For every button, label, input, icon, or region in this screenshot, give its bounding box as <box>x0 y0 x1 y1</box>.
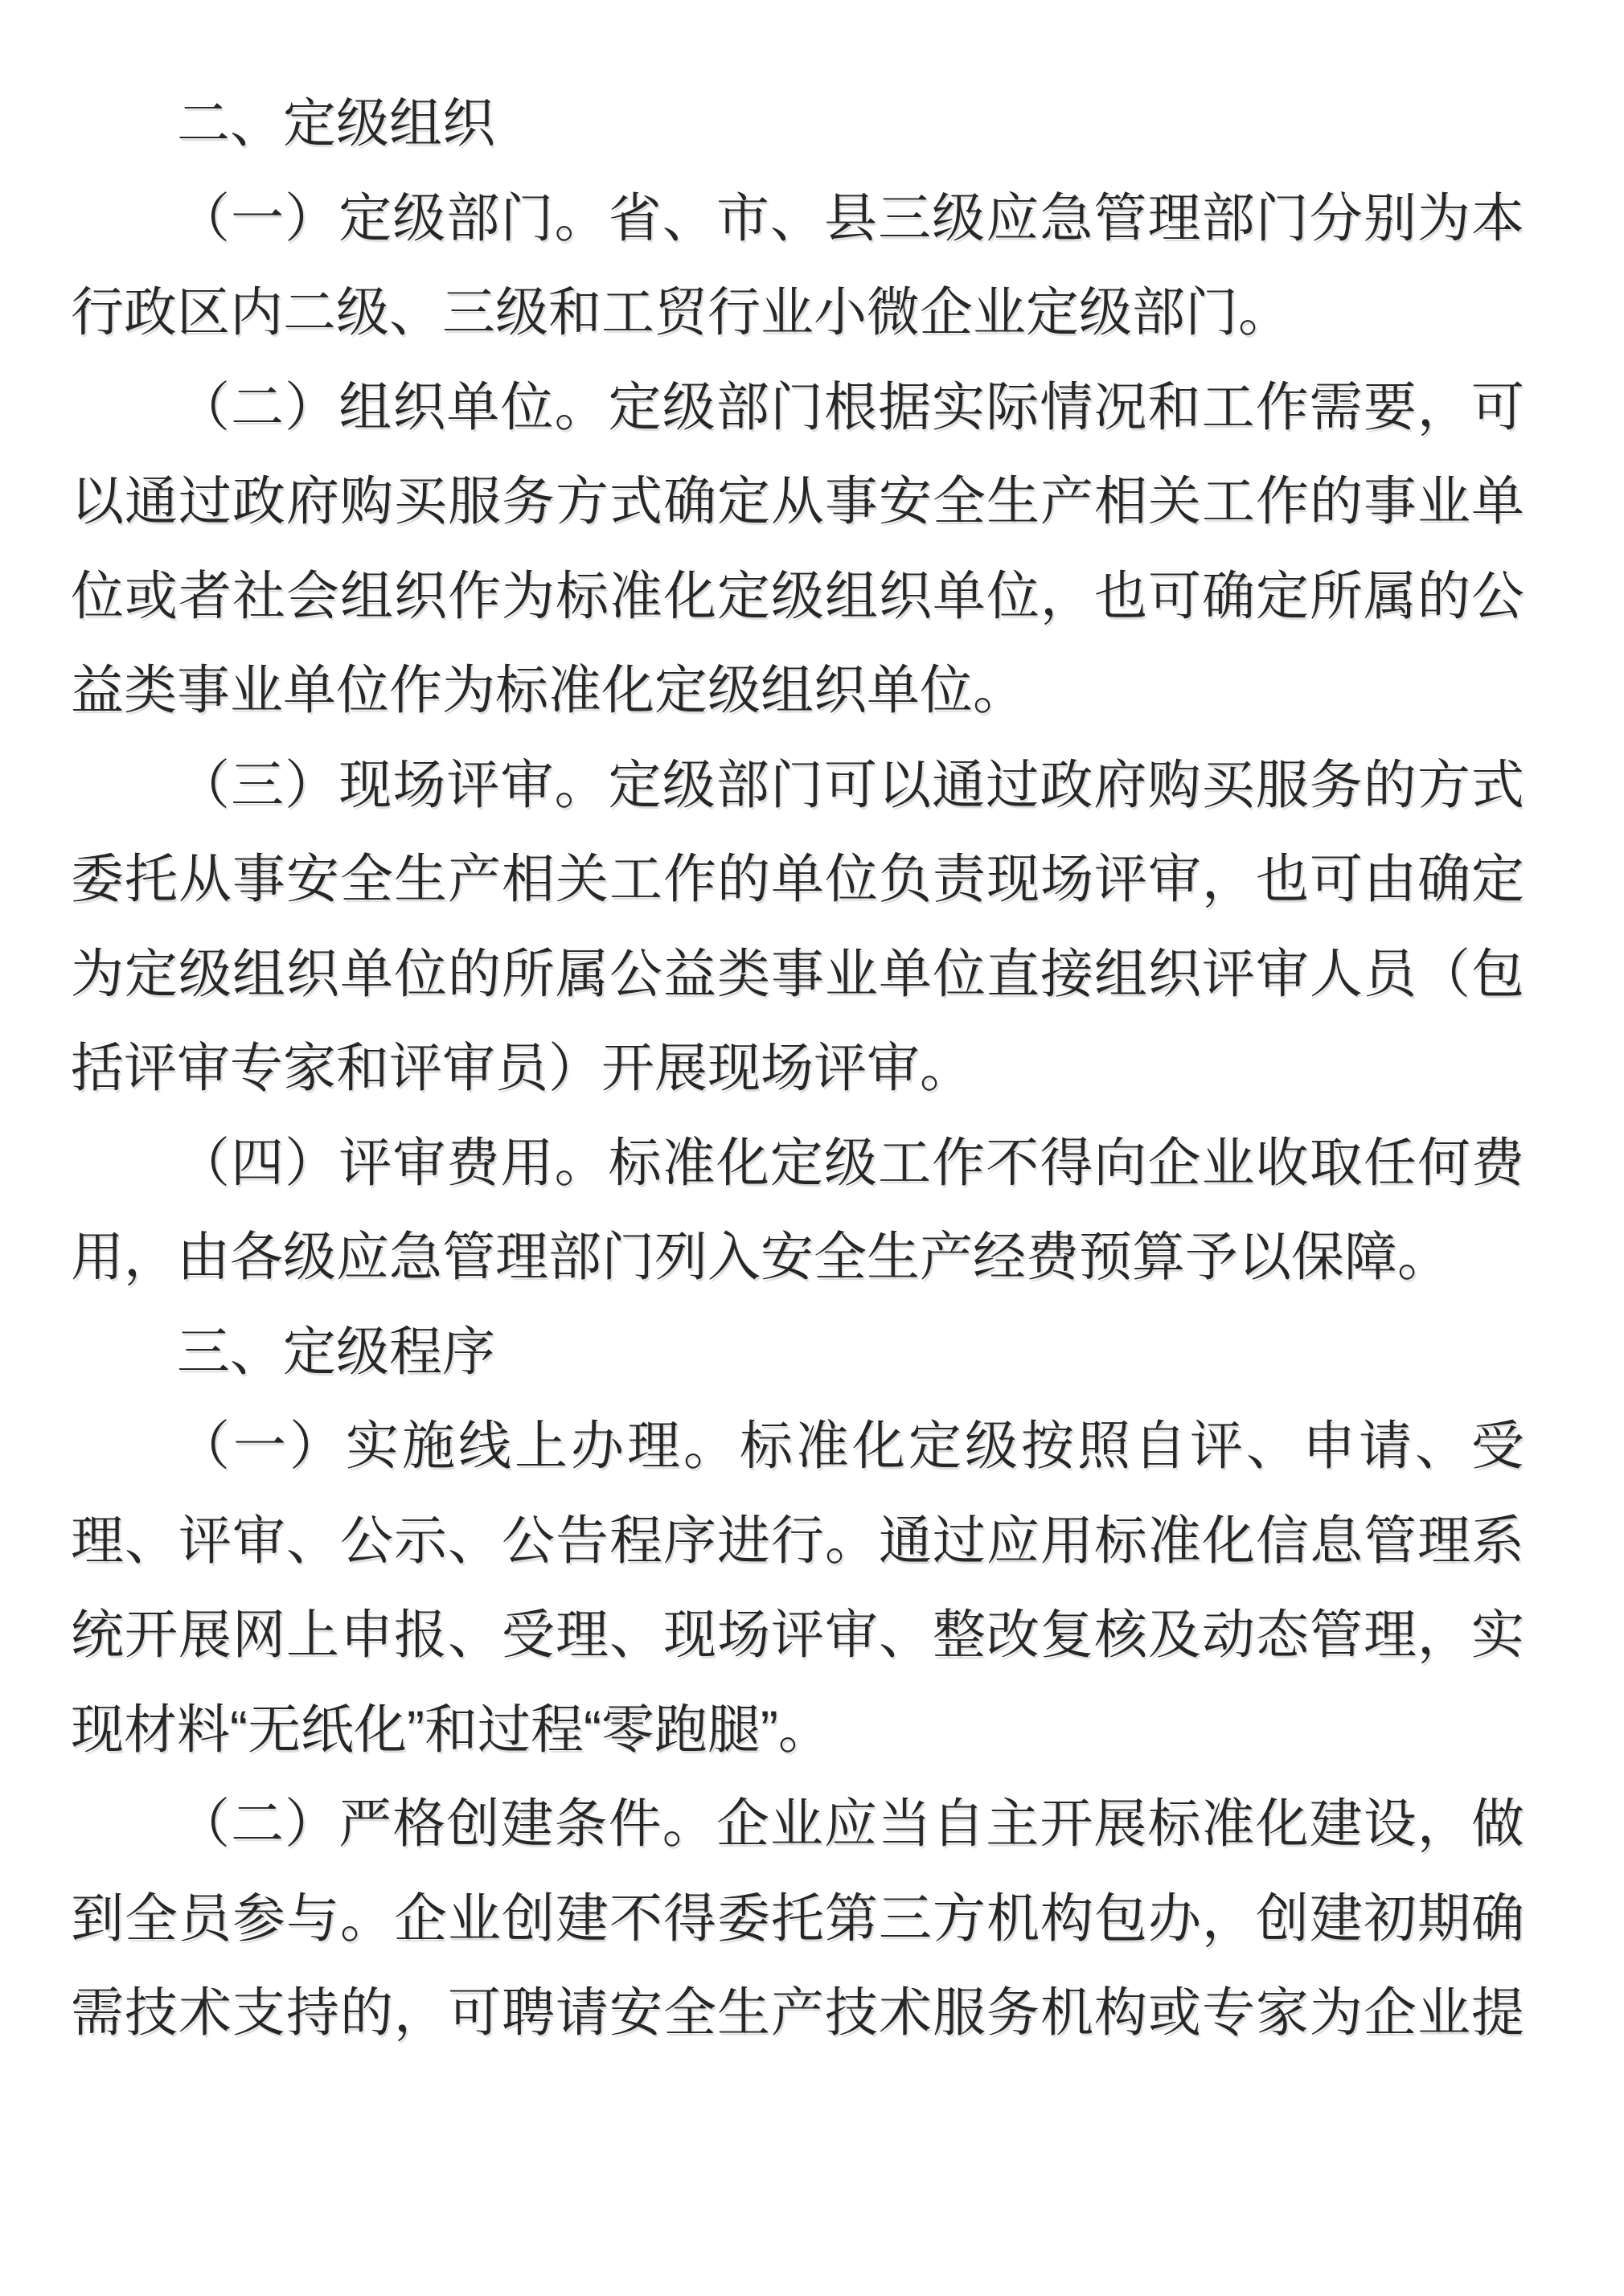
text-line: 以通过政府购买服务方式确定从事安全生产相关工作的事业单 <box>71 471 1524 531</box>
text-line: 委托从事安全生产相关工作的单位负责现场评审，也可由确定 <box>71 849 1524 908</box>
section-heading: 二、定级组织 <box>177 93 495 153</box>
text-line: 需技术支持的，可聘请安全生产技术服务机构或专家为企业提 <box>71 1982 1524 2042</box>
text-line: 益类事业单位作为标准化定级组织单位。 <box>71 660 1026 720</box>
text-line: （一）定级部门。省、市、县三级应急管理部门分别为本 <box>177 187 1524 248</box>
text-line: 用，由各级应急管理部门列入安全生产经费预算予以保障。 <box>71 1227 1450 1286</box>
text-line: 位或者社会组织作为标准化定级组织单位，也可确定所属的公 <box>71 565 1524 625</box>
text-line: （二）严格创建条件。企业应当自主开展标准化建设，做 <box>177 1794 1524 1853</box>
text-line: 到全员参与。企业创建不得委托第三方机构包办，创建初期确 <box>71 1888 1524 1948</box>
text-line: （二）组织单位。定级部门根据实际情况和工作需要，可 <box>177 376 1524 437</box>
document-body <box>71 76 1524 2060</box>
text-line: 统开展网上申报、受理、现场评审、整改复核及动态管理，实 <box>71 1605 1524 1664</box>
text-line: 行政区内二级、三级和工贸行业小微企业定级部门。 <box>71 282 1291 342</box>
text-line: 为定级组织单位的所属公益类事业单位直接组织评审人员（包 <box>71 943 1524 1003</box>
text-line: （三）现场评审。定级部门可以通过政府购买服务的方式 <box>177 754 1524 814</box>
text-line: （四）评审费用。标准化定级工作不得向企业收取任何费 <box>177 1132 1524 1192</box>
text-line: 理、评审、公示、公告程序进行。通过应用标准化信息管理系 <box>71 1510 1524 1570</box>
text-line: 现材料“无纸化”和过程“零跑腿”。 <box>71 1699 831 1759</box>
section-heading: 三、定级程序 <box>177 1321 495 1381</box>
text-line: （一）实施线上办理。标准化定级按照自评、申请、受 <box>177 1416 1524 1475</box>
text-line: 括评审专家和评审员）开展现场评审。 <box>71 1038 973 1097</box>
